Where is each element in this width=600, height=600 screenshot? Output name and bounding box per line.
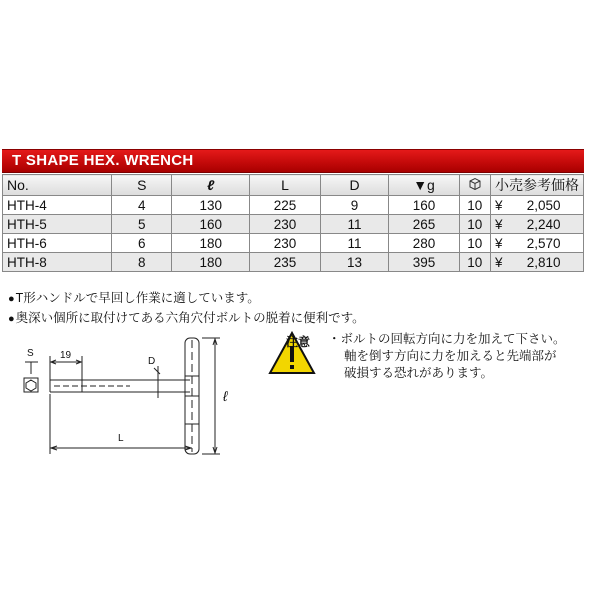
- yen-sign: ¥: [495, 254, 503, 270]
- box-icon: [468, 177, 482, 190]
- cell-qty: 10: [459, 215, 490, 234]
- header-d: D: [320, 175, 389, 196]
- cell-l-large: 235: [250, 253, 320, 272]
- bullet-icon: ●: [8, 313, 15, 325]
- warning-line: ・ボルトの回転方向に力を加えて下さい。: [328, 332, 566, 346]
- cell-weight: 160: [389, 196, 459, 215]
- wrench-diagram: [10, 336, 260, 466]
- cell-s: 6: [112, 234, 172, 253]
- yen-sign: ¥: [495, 235, 503, 251]
- warning-label: 注意: [286, 335, 311, 349]
- cell-l-large: 230: [250, 234, 320, 253]
- cell-qty: 10: [459, 196, 490, 215]
- table-row: [3, 196, 584, 215]
- cell-price: [491, 215, 584, 234]
- cell-l-small: 180: [172, 253, 250, 272]
- header-l-small: ℓ: [172, 175, 250, 196]
- note-text: T形ハンドルで早回し作業に適しています。: [15, 291, 260, 305]
- diagram-label-s: S: [27, 348, 34, 359]
- cell-price: [491, 253, 584, 272]
- cell-l-large: 230: [250, 215, 320, 234]
- table-row: [3, 253, 584, 272]
- header-weight: ▼g: [389, 175, 459, 196]
- cell-no: HTH-4: [3, 196, 112, 215]
- spec-table: [2, 174, 584, 272]
- cell-weight: 280: [389, 234, 459, 253]
- cell-d: 11: [320, 215, 389, 234]
- cell-d: 11: [320, 234, 389, 253]
- cell-s: 5: [112, 215, 172, 234]
- note-item: [8, 309, 365, 329]
- title-banner: [2, 149, 584, 173]
- table-row: [3, 215, 584, 234]
- table-row: [3, 234, 584, 253]
- cell-l-small: 160: [172, 215, 250, 234]
- cell-no: HTH-5: [3, 215, 112, 234]
- yen-sign: ¥: [495, 197, 503, 213]
- cell-d: 9: [320, 196, 389, 215]
- table-header-row: [3, 175, 584, 196]
- price-value: 2,570: [526, 235, 561, 251]
- header-s: S: [112, 175, 172, 196]
- cell-no: HTH-6: [3, 234, 112, 253]
- cell-l-small: 180: [172, 234, 250, 253]
- cell-price: [491, 234, 584, 253]
- price-value: 2,240: [526, 216, 561, 232]
- header-no: No.: [3, 175, 112, 196]
- cell-qty: 10: [459, 234, 490, 253]
- warning-line: 破損する恐れがあります。: [344, 366, 494, 380]
- diagram-label-d: D: [148, 356, 156, 367]
- cell-l-small: 130: [172, 196, 250, 215]
- note-text: 奥深い個所に取付けてある六角穴付ボルトの脱着に便利です。: [15, 311, 365, 325]
- cell-l-large: 225: [250, 196, 320, 215]
- cell-s: 4: [112, 196, 172, 215]
- note-item: [8, 289, 365, 309]
- diagram-label-l-large: L: [118, 433, 124, 444]
- warning-line: 軸を倒す方向に力を加えると先端部が: [344, 349, 557, 363]
- bullet-icon: ●: [8, 293, 15, 305]
- cell-no: HTH-8: [3, 253, 112, 272]
- diagram-label-19: 19: [60, 350, 72, 361]
- header-qty: [459, 175, 490, 196]
- yen-sign: ¥: [495, 216, 503, 232]
- header-price: 小売参考価格: [491, 175, 584, 196]
- feature-notes: [8, 289, 365, 329]
- banner-title: T SHAPE HEX. WRENCH: [12, 152, 194, 169]
- price-value: 2,050: [526, 197, 561, 213]
- diagram-label-l-small: ℓ: [223, 388, 228, 404]
- price-value: 2,810: [526, 254, 561, 270]
- warning-text: [328, 331, 566, 382]
- cell-price: [491, 196, 584, 215]
- cell-weight: 265: [389, 215, 459, 234]
- cell-weight: 395: [389, 253, 459, 272]
- header-l-large: L: [250, 175, 320, 196]
- cell-qty: 10: [459, 253, 490, 272]
- cell-s: 8: [112, 253, 172, 272]
- cell-d: 13: [320, 253, 389, 272]
